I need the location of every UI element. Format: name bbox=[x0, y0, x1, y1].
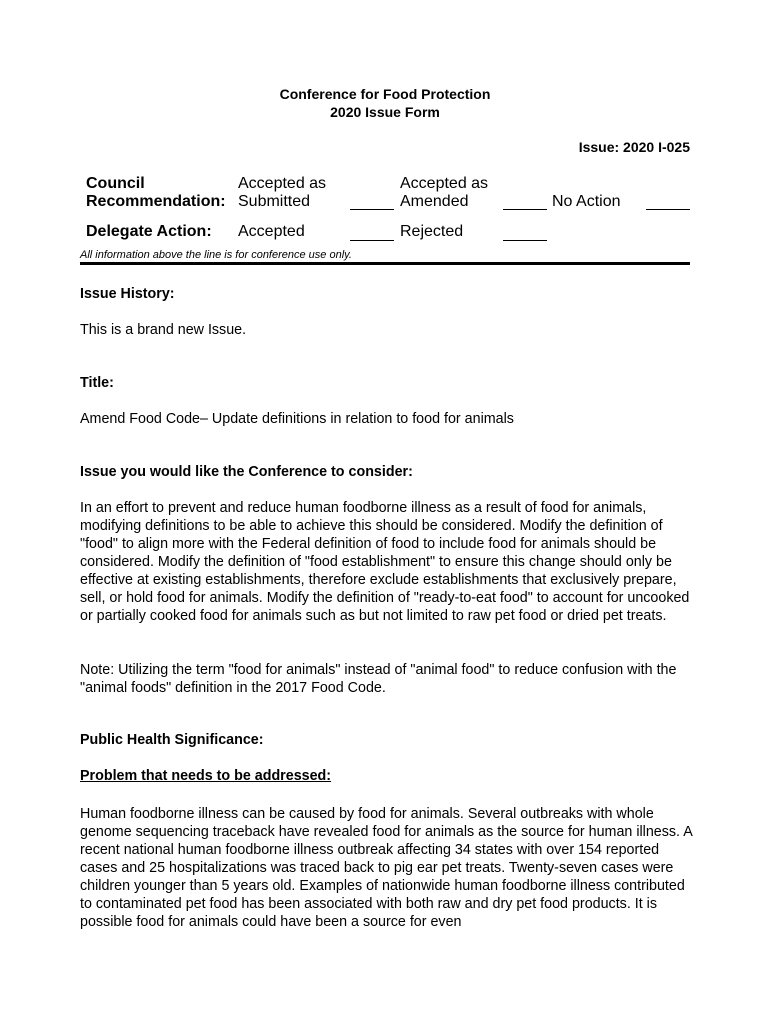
divider-line bbox=[80, 262, 690, 265]
consider-paragraph-1: In an effort to prevent and reduce human foodborne illness as a result of food for animals, modifying definitions to be able to achieve this should be considered. Modify the definition of "food" to align more with the Federal definition of food to include food for animals should be considered. Modify the definition of "food establishment" to ensure this change should only be effective at existing establishments, therefore exclude establishments that exclusively prepare, sell, or hold food for animals. Modify the definition of "ready-to-eat food" to account for uncooked or partially cooked food for animals such as but not limited to raw pet food or dried pet treats. bbox=[80, 500, 690, 624]
consider-heading: Issue you would like the Conference to consider: bbox=[80, 464, 413, 480]
issue-number: Issue: 2020 I-025 bbox=[578, 139, 690, 155]
accepted-as-amended-blank[interactable] bbox=[503, 209, 547, 210]
form-header bbox=[0, 85, 770, 121]
accepted-as-submitted-blank[interactable] bbox=[350, 209, 394, 210]
no-action-blank[interactable] bbox=[646, 209, 690, 210]
rejected-blank[interactable] bbox=[503, 240, 547, 241]
rejected-option: Rejected bbox=[400, 223, 464, 240]
form-subtitle: 2020 Issue Form bbox=[330, 104, 440, 120]
issue-history-text: This is a brand new Issue. bbox=[80, 322, 247, 338]
public-health-paragraph: Human foodborne illness can be caused by food for animals. Several outbreaks with whole genome sequencing traceback have revealed food for animals as the source for human illness. A recent national human foodborne illness outbreak affecting 34 states with over 154 reported cases and 25 hospitalizations was traced back to pig ear pet treats. Twenty-seven cases were children younger than 5 years old. Examples of nationwide human foodborne illness contributed to contaminated pet food has been associated with both raw and dry pet food products. It is possible food for animals could have been a source for even bbox=[80, 806, 692, 930]
title-heading: Title: bbox=[80, 375, 114, 391]
accepted-option: Accepted bbox=[238, 223, 305, 240]
no-action-option: No Action bbox=[552, 193, 621, 210]
consider-paragraph-2: Note: Utilizing the term "food for animals" instead of "animal food" to reduce confusion with the "animal foods" definition in the 2017 Food Code. bbox=[80, 662, 677, 696]
accepted-as-submitted-option: Accepted as Submitted bbox=[238, 175, 327, 210]
council-label: Council Recommendation: bbox=[86, 175, 226, 210]
accepted-blank[interactable] bbox=[350, 240, 394, 241]
issue-history-heading: Issue History: bbox=[80, 286, 175, 302]
delegate-action-label: Delegate Action: bbox=[86, 223, 212, 240]
public-health-heading: Public Health Significance: bbox=[80, 732, 264, 748]
title-text: Amend Food Code– Update definitions in relation to food for animals bbox=[80, 411, 514, 427]
problem-subheading: Problem that needs to be addressed: bbox=[80, 768, 332, 784]
accepted-as-amended-option: Accepted as Amended bbox=[400, 175, 489, 210]
conference-use-disclaimer: All information above the line is for conference use only. bbox=[80, 249, 352, 261]
form-title: Conference for Food Protection bbox=[279, 86, 491, 102]
